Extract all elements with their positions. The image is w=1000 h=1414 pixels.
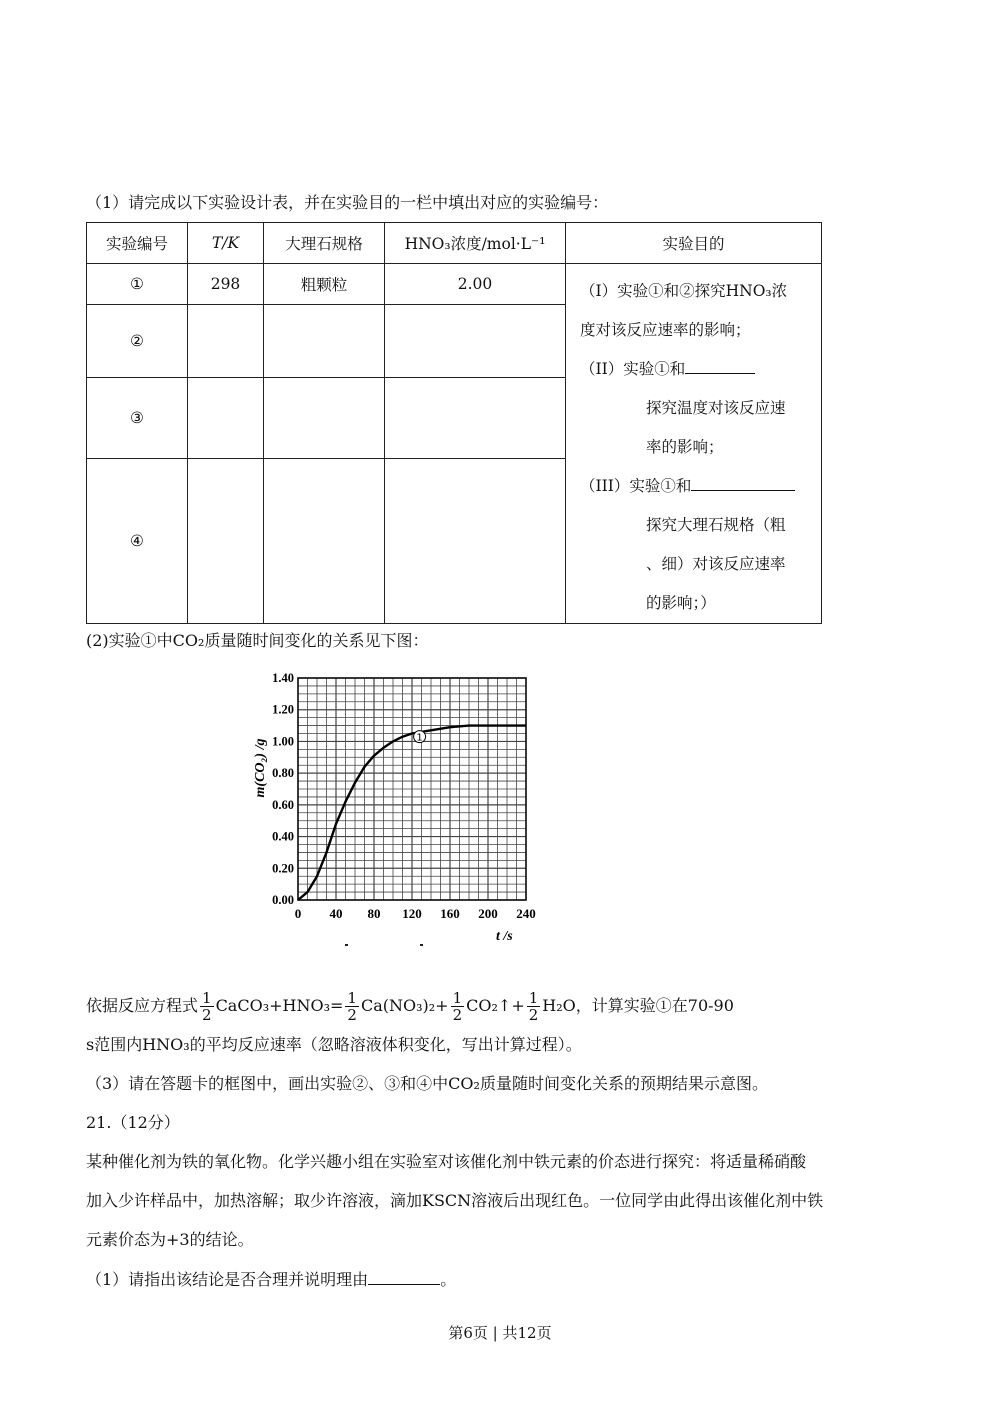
question-21-part1: （1）请指出该结论是否合理并说明理由 。 — [86, 1270, 457, 1289]
experiment-design-table — [86, 222, 822, 624]
cell-id: ④ — [87, 459, 188, 624]
fraction: $\frac{1}{2}$ — [452, 988, 463, 1024]
cell-conc[interactable] — [385, 377, 566, 458]
fraction: $\frac{1}{2}$ — [347, 988, 357, 1024]
svg-text:240: 240 — [516, 906, 536, 921]
equation-term: Ca(NO₃)₂+ — [360, 996, 449, 1015]
svg-text:160: 160 — [440, 906, 460, 921]
purpose-iii-prefix: （III）实验①和 — [580, 477, 692, 495]
question-21-stem-line3: 元素价态为+3的结论。 — [86, 1230, 254, 1249]
answer-blank[interactable] — [691, 474, 795, 491]
purpose-iii — [580, 467, 809, 506]
part1-text: （1）请指出该结论是否合理并说明理由 — [86, 1270, 369, 1289]
purpose-ii-line3: 率的影响； — [646, 438, 724, 456]
question-21-heading: 21.（12分） — [86, 1113, 180, 1132]
svg-text:80: 80 — [367, 906, 381, 921]
equation-continuation: s范围内HNO₃的平均反应速率（忽略溶液体积变化，写出计算过程）。 — [86, 1035, 582, 1054]
cell-spec: 粗颗粒 — [264, 264, 385, 305]
cell-id: ② — [87, 304, 188, 377]
cell-temperature: 298 — [188, 264, 264, 305]
purpose-iii-line3: 、细）对该反应速率 — [646, 555, 786, 573]
purpose-i-line1: （I）实验①和②探究HNO₃浓 — [580, 282, 788, 300]
answer-blank[interactable] — [368, 1268, 440, 1285]
cell-spec[interactable] — [264, 304, 385, 377]
equation-term: H₂O，计算实验①在70-90 — [542, 996, 734, 1015]
table-row — [87, 264, 822, 305]
page-footer: 第6页 | 共12页 — [448, 1324, 552, 1342]
equation-prefix: 依据反应方程式 — [86, 996, 199, 1015]
purpose-ii — [580, 350, 809, 389]
cell-conc[interactable] — [385, 304, 566, 377]
svg-text:0: 0 — [294, 906, 302, 921]
header-id: 实验编号 — [87, 223, 188, 264]
svg-text:120: 120 — [402, 906, 422, 921]
svg-text:0.60: 0.60 — [272, 797, 294, 812]
cell-id: ③ — [87, 377, 188, 458]
cell-temperature[interactable] — [188, 377, 264, 458]
svg-text:1.00: 1.00 — [272, 734, 294, 749]
cell-purpose — [566, 264, 822, 624]
purpose-ii-prefix: （II）实验①和 — [580, 360, 686, 378]
cell-spec[interactable] — [264, 377, 385, 458]
svg-text:1: 1 — [416, 732, 423, 744]
part1-intro: （1）请完成以下实验设计表，并在实验目的一栏中填出对应的实验编号： — [86, 193, 609, 212]
purpose-iii-line2: 探究大理石规格（粗 — [646, 516, 786, 534]
part2-intro: (2)实验①中CO₂质量随时间变化的关系见下图： — [86, 631, 429, 650]
fraction: $\frac{1}{2}$ — [528, 988, 539, 1024]
svg-text:0.40: 0.40 — [272, 829, 294, 844]
header-hno3-conc: HNO₃浓度/mol·L⁻¹ — [385, 223, 566, 264]
equation-term: CO₂↑+ — [466, 996, 525, 1015]
co2-mass-time-chart — [250, 668, 550, 953]
cell-conc[interactable] — [385, 459, 566, 624]
header-temperature: T/K — [188, 223, 264, 264]
fraction: $\frac{1}{2}$ — [202, 988, 212, 1024]
equation-line — [86, 986, 734, 1026]
answer-blank[interactable] — [685, 357, 755, 374]
svg-text:0.00: 0.00 — [272, 893, 294, 907]
svg-text:40: 40 — [329, 906, 343, 921]
purpose-iii-line4: 的影响；） — [646, 594, 716, 612]
cell-temperature[interactable] — [188, 459, 264, 624]
svg-text:200: 200 — [478, 906, 498, 921]
equation-term: CaCO₃+HNO₃= — [215, 996, 344, 1015]
svg-text:0.20: 0.20 — [272, 861, 294, 876]
svg-text:1.40: 1.40 — [272, 671, 294, 685]
svg-text:t /s: t /s — [496, 929, 513, 944]
part3: （3）请在答题卡的框图中，画出实验②、③和④中CO₂质量随时间变化关系的预期结果示意图。 — [86, 1074, 768, 1093]
cell-id: ① — [87, 264, 188, 305]
header-purpose: 实验目的 — [566, 223, 822, 264]
svg-text:1.20: 1.20 — [272, 702, 294, 717]
question-21-stem-line1: 某种催化剂为铁的氧化物。化学兴趣小组在实验室对该催化剂中铁元素的价态进行探究：将适量稀硝酸 — [86, 1152, 807, 1171]
svg-text:0.80: 0.80 — [272, 766, 294, 781]
header-marble-spec: 大理石规格 — [264, 223, 385, 264]
purpose-ii-line2: 探究温度对该反应速 — [646, 399, 786, 417]
svg-text:m(CO₂) /g: m(CO₂) /g — [253, 738, 268, 798]
cell-conc: 2.00 — [385, 264, 566, 305]
purpose-i-line2: 度对该反应速率的影响； — [580, 321, 751, 339]
cell-temperature[interactable] — [188, 304, 264, 377]
cell-spec[interactable] — [264, 459, 385, 624]
question-21-stem-line2: 加入少许样品中，加热溶解；取少许溶液，滴加KSCN溶液后出现红色。一位同学由此得出该催化剂中铁 — [86, 1191, 824, 1210]
